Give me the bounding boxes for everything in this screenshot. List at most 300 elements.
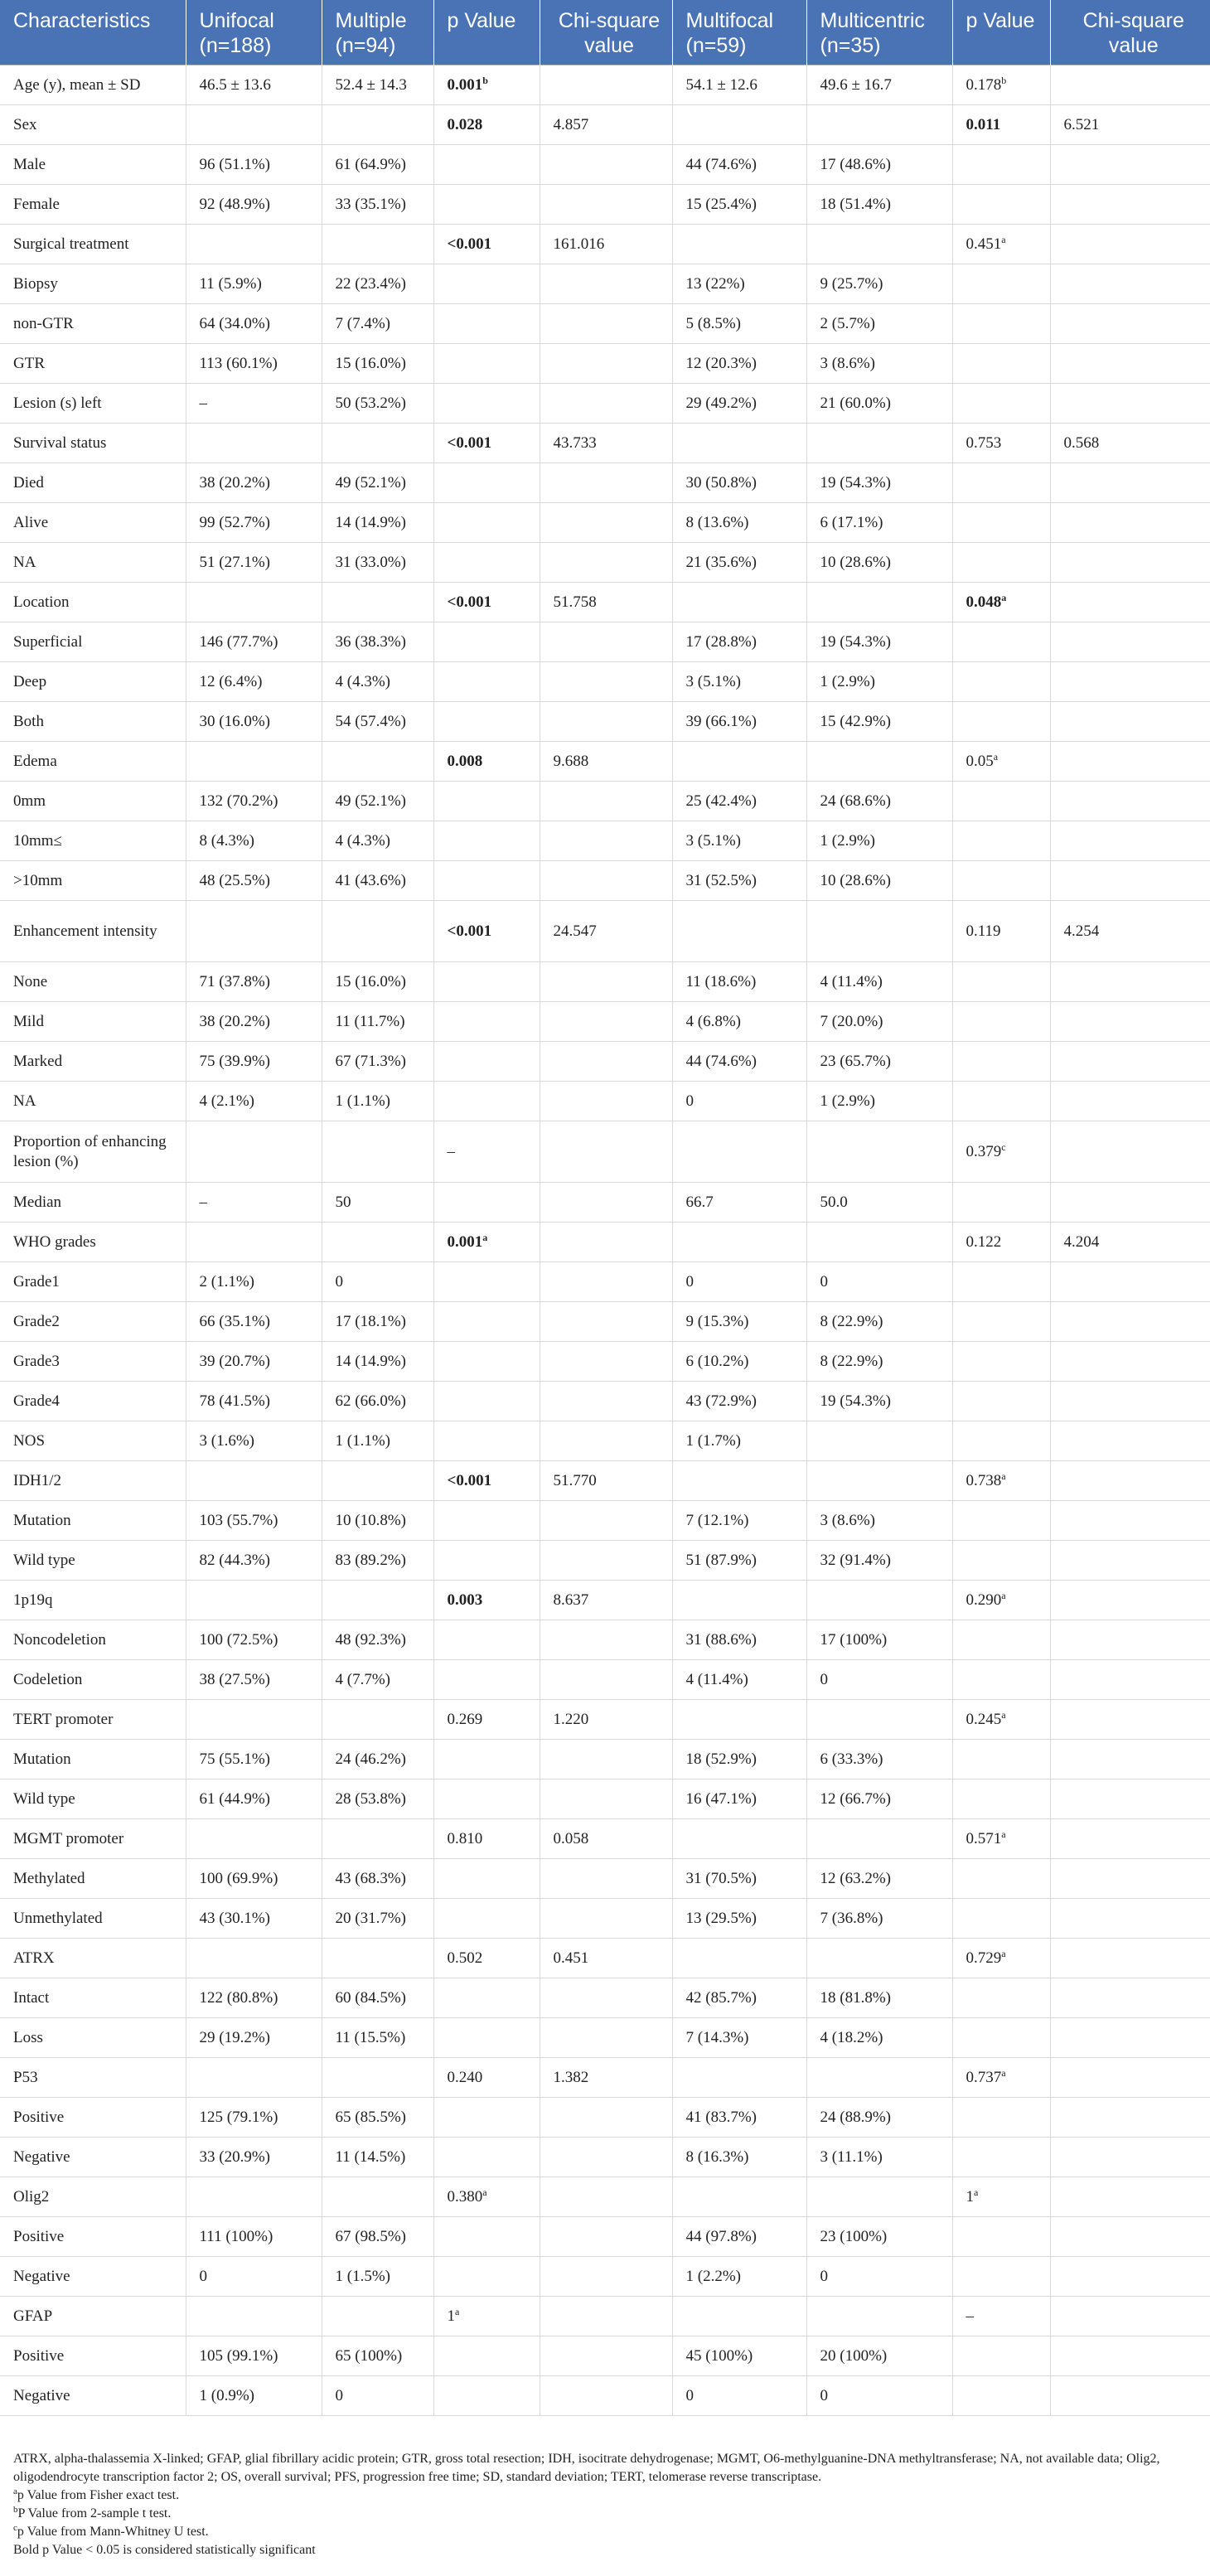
cell-multicentric (806, 861, 952, 901)
cell-text: 0.269 (447, 1710, 483, 1728)
cell-p-value-2 (952, 2138, 1050, 2177)
cell-chi-square (540, 622, 672, 662)
cell-multifocal (672, 1002, 806, 1042)
cell-multiple (322, 2098, 433, 2138)
cell-text: 22 (23.4%) (335, 274, 406, 293)
cell-characteristic (0, 145, 186, 185)
cell-text: <0.001 (447, 593, 492, 611)
cell-characteristic (0, 105, 186, 145)
cell-text: 0 (820, 2386, 828, 2404)
cell-p-value (433, 742, 540, 782)
cell-multicentric (806, 662, 952, 702)
cell-text: 43 (72.9%) (685, 1392, 757, 1410)
cell-text: 1 (1.1%) (335, 1431, 390, 1450)
cell-chi-square (540, 1501, 672, 1541)
cell-chi-square-2 (1050, 1262, 1210, 1302)
cell-text: 17 (18.1%) (335, 1312, 406, 1330)
cell-text: Grade4 (13, 1392, 60, 1410)
cell-text: 13 (29.5%) (685, 1909, 757, 1927)
cell-unifocal (186, 225, 322, 264)
cell-chi-square (540, 861, 672, 901)
cell-multiple (322, 1819, 433, 1859)
cell-unifocal (186, 1541, 322, 1581)
cell-chi-square (540, 2018, 672, 2058)
cell-chi-square-2 (1050, 2217, 1210, 2257)
cell-text: Survival status (13, 433, 107, 452)
cell-text: 4.857 (553, 115, 589, 133)
cell-p-value (433, 2018, 540, 2058)
cell-text: Median (13, 1193, 62, 1211)
cell-p-value (433, 264, 540, 304)
cell-unifocal (186, 1620, 322, 1660)
cell-p-value (433, 2138, 540, 2177)
cell-text: NA (13, 1092, 36, 1110)
cell-p-value-2 (952, 2297, 1050, 2336)
cell-text: GTR (13, 354, 45, 372)
cell-text: 0.003 (447, 1591, 483, 1609)
cell-multiple (322, 702, 433, 742)
cell-text: 1 (2.9%) (820, 672, 875, 690)
table-row (0, 702, 1210, 742)
table-row (0, 1740, 1210, 1779)
cell-text: <0.001 (447, 1471, 492, 1489)
cell-text: 67 (98.5%) (335, 2227, 406, 2245)
cell-p-value-2 (952, 1660, 1050, 1700)
cell-multiple (322, 1660, 433, 1700)
cell-chi-square (540, 2376, 672, 2416)
table-row-group (0, 1223, 1210, 1262)
cell-multifocal (672, 2257, 806, 2297)
cell-text: 49 (52.1%) (335, 473, 406, 491)
cell-chi-square-2 (1050, 1740, 1210, 1779)
cell-text: 8.637 (553, 1591, 589, 1609)
cell-text: 15 (25.4%) (685, 195, 757, 213)
cell-text: non-GTR (13, 314, 74, 332)
cell-chi-square-2 (1050, 2257, 1210, 2297)
cell-multifocal (672, 901, 806, 962)
cell-multicentric (806, 1581, 952, 1620)
table-row (0, 861, 1210, 901)
cell-multifocal (672, 264, 806, 304)
cell-p-value-2 (952, 463, 1050, 503)
footnote-marker: a (1001, 2066, 1006, 2079)
cell-text: 125 (79.1%) (199, 2108, 278, 2126)
cell-text: Loss (13, 2028, 43, 2046)
cell-p-value (433, 1819, 540, 1859)
cell-text: 7 (7.4%) (335, 314, 390, 332)
table-row (0, 2098, 1210, 2138)
cell-text: 6 (17.1%) (820, 513, 883, 531)
cell-p-value-2 (952, 861, 1050, 901)
cell-p-value (433, 1082, 540, 1121)
cell-multicentric (806, 105, 952, 145)
cell-multifocal (672, 821, 806, 861)
footnote-b (13, 2505, 1190, 2523)
cell-text: WHO grades (13, 1232, 96, 1251)
cell-multifocal (672, 1382, 806, 1421)
cell-chi-square-2 (1050, 225, 1210, 264)
cell-p-value (433, 1978, 540, 2018)
cell-text: 4 (11.4%) (685, 1670, 748, 1688)
cell-text: 0.738 (966, 1471, 1002, 1489)
cell-multiple (322, 105, 433, 145)
cell-chi-square-2 (1050, 463, 1210, 503)
cell-characteristic (0, 1899, 186, 1939)
cell-text: 10 (28.6%) (820, 871, 891, 889)
cell-p-value (433, 2257, 540, 2297)
cell-text: 44 (74.6%) (685, 1052, 757, 1070)
cell-multifocal (672, 543, 806, 583)
cell-p-value (433, 2058, 540, 2098)
cell-text: 17 (28.8%) (685, 632, 757, 651)
cell-text: Intact (13, 1988, 50, 2007)
cell-characteristic (0, 622, 186, 662)
cell-text: 92 (48.9%) (199, 195, 270, 213)
cell-chi-square (540, 384, 672, 424)
cell-p-value (433, 2336, 540, 2376)
cell-chi-square-2 (1050, 1660, 1210, 1700)
table-row (0, 782, 1210, 821)
cell-multicentric (806, 463, 952, 503)
cell-characteristic (0, 1939, 186, 1978)
cell-multifocal (672, 1342, 806, 1382)
cell-characteristic (0, 1042, 186, 1082)
header-multifocal: Multifocal (n=59) (672, 0, 806, 65)
cell-text: 41 (83.7%) (685, 2108, 757, 2126)
table-row (0, 264, 1210, 304)
cell-multifocal (672, 1042, 806, 1082)
cell-multicentric (806, 1939, 952, 1978)
cell-p-value (433, 463, 540, 503)
cell-unifocal (186, 2138, 322, 2177)
cell-text: 4.254 (1063, 922, 1100, 940)
cell-characteristic (0, 304, 186, 344)
cell-text: IDH1/2 (13, 1471, 62, 1489)
cell-text: 20 (31.7%) (335, 1909, 406, 1927)
cell-text: 6 (10.2%) (685, 1352, 749, 1370)
cell-multicentric (806, 2297, 952, 2336)
cell-p-value (433, 1581, 540, 1620)
cell-text: 19 (54.3%) (820, 1392, 891, 1410)
cell-text: 38 (20.2%) (199, 473, 270, 491)
cell-multifocal (672, 503, 806, 543)
cell-p-value-2 (952, 1740, 1050, 1779)
table-row-group (0, 1939, 1210, 1978)
cell-multiple (322, 1342, 433, 1382)
table-row (0, 1859, 1210, 1899)
cell-chi-square-2 (1050, 1042, 1210, 1082)
cell-text: 4 (6.8%) (685, 1012, 741, 1030)
cell-multicentric (806, 1740, 952, 1779)
cell-chi-square-2 (1050, 424, 1210, 463)
cell-p-value (433, 1382, 540, 1421)
cell-chi-square (540, 1899, 672, 1939)
cell-text: 4 (2.1%) (199, 1092, 254, 1110)
cell-text: 13 (22%) (685, 274, 745, 293)
cell-text: 23 (100%) (820, 2227, 888, 2245)
cell-characteristic (0, 1183, 186, 1223)
cell-multicentric (806, 1899, 952, 1939)
cell-p-value (433, 344, 540, 384)
cell-multicentric (806, 1819, 952, 1859)
cell-text: 0 (335, 1272, 343, 1290)
cell-chi-square (540, 702, 672, 742)
cell-multifocal (672, 1978, 806, 2018)
cell-text: ATRX (13, 1949, 55, 1967)
cell-chi-square (540, 543, 672, 583)
cell-chi-square (540, 2336, 672, 2376)
cell-text: 0 (335, 2386, 343, 2404)
cell-multiple (322, 1223, 433, 1262)
cell-text: 10 (10.8%) (335, 1511, 406, 1529)
cell-text: Biopsy (13, 274, 58, 293)
cell-p-value-2 (952, 962, 1050, 1002)
cell-text: 111 (100%) (199, 2227, 273, 2245)
cell-text: 9 (15.3%) (685, 1312, 749, 1330)
cell-text: 4.204 (1063, 1232, 1100, 1251)
cell-text: 52.4 ± 14.3 (335, 75, 407, 94)
cell-text: 3 (5.1%) (685, 831, 741, 850)
cell-multiple (322, 1461, 433, 1501)
cell-unifocal (186, 424, 322, 463)
table-row (0, 962, 1210, 1002)
cell-chi-square (540, 2217, 672, 2257)
cell-p-value (433, 65, 540, 105)
cell-text: 0.008 (447, 752, 483, 770)
cell-p-value (433, 1183, 540, 1223)
cell-text: Positive (13, 2108, 65, 2126)
cell-chi-square (540, 1382, 672, 1421)
cell-characteristic (0, 1700, 186, 1740)
cell-text: Age (y), mean ± SD (13, 75, 141, 94)
cell-text: 31 (52.5%) (685, 871, 757, 889)
cell-multicentric (806, 1042, 952, 1082)
cell-p-value-2 (952, 2177, 1050, 2217)
cell-text: 146 (77.7%) (199, 632, 278, 651)
cell-characteristic (0, 662, 186, 702)
cell-p-value (433, 583, 540, 622)
cell-multifocal (672, 742, 806, 782)
cell-text: 25 (42.4%) (685, 792, 757, 810)
cell-multiple (322, 1859, 433, 1899)
cell-text: Codeletion (13, 1670, 83, 1688)
cell-text: 19 (54.3%) (820, 632, 891, 651)
table-row (0, 344, 1210, 384)
cell-unifocal (186, 105, 322, 145)
cell-multifocal (672, 424, 806, 463)
cell-text: 12 (63.2%) (820, 1869, 891, 1887)
cell-text: 1 (0.9%) (199, 2386, 254, 2404)
cell-chi-square (540, 1581, 672, 1620)
cell-p-value (433, 662, 540, 702)
cell-unifocal (186, 304, 322, 344)
cell-multicentric (806, 583, 952, 622)
cell-text: 161.016 (553, 235, 605, 253)
cell-multifocal (672, 1939, 806, 1978)
header-chi-square: Chi-square value (540, 0, 672, 65)
cell-text: 0.240 (447, 2068, 483, 2086)
cell-p-value-2 (952, 1939, 1050, 1978)
cell-text: Surgical treatment (13, 235, 129, 253)
header-multicentric: Multicentric (n=35) (806, 0, 952, 65)
cell-unifocal (186, 1581, 322, 1620)
cell-multifocal (672, 1501, 806, 1541)
cell-text: 105 (99.1%) (199, 2346, 278, 2365)
cell-text: – (447, 1142, 455, 1160)
cell-chi-square-2 (1050, 2297, 1210, 2336)
cell-multiple (322, 2376, 433, 2416)
cell-text: 1 (2.9%) (820, 831, 875, 850)
cell-chi-square (540, 264, 672, 304)
cell-multiple (322, 264, 433, 304)
cell-text: 1 (2.9%) (820, 1092, 875, 1110)
cell-characteristic (0, 1501, 186, 1541)
table-row-group (0, 2058, 1210, 2098)
cell-multicentric (806, 1342, 952, 1382)
cell-multicentric (806, 1620, 952, 1660)
cell-unifocal (186, 1342, 322, 1382)
cell-multifocal (672, 1581, 806, 1620)
cell-text: 0 (199, 2267, 207, 2285)
cell-multiple (322, 2138, 433, 2177)
cell-chi-square-2 (1050, 1779, 1210, 1819)
cell-text: 18 (51.4%) (820, 195, 891, 213)
table-row (0, 1002, 1210, 1042)
cell-text: 12 (6.4%) (199, 672, 263, 690)
cell-characteristic (0, 1740, 186, 1779)
cell-multifocal (672, 1541, 806, 1581)
cell-text: 0.122 (966, 1232, 1002, 1251)
cell-multicentric (806, 901, 952, 962)
cell-chi-square (540, 1042, 672, 1082)
cell-unifocal (186, 185, 322, 225)
cell-text: 99 (52.7%) (199, 513, 270, 531)
cell-chi-square (540, 1620, 672, 1660)
footnote-marker: a (1001, 1708, 1006, 1721)
cell-p-value-2 (952, 1859, 1050, 1899)
cell-text: 24 (46.2%) (335, 1750, 406, 1768)
cell-p-value (433, 1223, 540, 1262)
cell-characteristic (0, 384, 186, 424)
cell-chi-square (540, 1121, 672, 1183)
table-row (0, 543, 1210, 583)
cell-p-value-2 (952, 424, 1050, 463)
cell-multifocal (672, 2336, 806, 2376)
cell-unifocal (186, 264, 322, 304)
cell-characteristic (0, 1859, 186, 1899)
cell-text: 24.547 (553, 922, 597, 940)
cell-p-value-2 (952, 503, 1050, 543)
cell-text: 43 (30.1%) (199, 1909, 270, 1927)
cell-characteristic (0, 1660, 186, 1700)
footnote-marker: a (1001, 1947, 1006, 1959)
cell-p-value (433, 1620, 540, 1660)
cell-text: 9.688 (553, 752, 589, 770)
footnote-marker: a (455, 2305, 460, 2317)
footnote-a (13, 2486, 1190, 2505)
cell-multicentric (806, 2177, 952, 2217)
table-row (0, 1978, 1210, 2018)
cell-p-value (433, 1541, 540, 1581)
cell-text: 43 (68.3%) (335, 1869, 406, 1887)
cell-multiple (322, 185, 433, 225)
cell-text: 0.379 (966, 1142, 1002, 1160)
cell-text: 1p19q (13, 1591, 53, 1609)
cell-text: NA (13, 553, 36, 571)
cell-text: 66.7 (685, 1193, 714, 1211)
cell-chi-square (540, 304, 672, 344)
cell-unifocal (186, 2336, 322, 2376)
cell-text: 96 (51.1%) (199, 155, 270, 173)
cell-text: 18 (52.9%) (685, 1750, 757, 1768)
cell-multiple (322, 543, 433, 583)
cell-multicentric (806, 1700, 952, 1740)
footnote-c-text: p Value from Mann-Whitney U test. (17, 2525, 209, 2539)
cell-multifocal (672, 962, 806, 1002)
footnote-marker: a (1001, 1470, 1006, 1482)
cell-text: Noncodeletion (13, 1630, 106, 1649)
cell-chi-square-2 (1050, 742, 1210, 782)
cell-multicentric (806, 2376, 952, 2416)
cell-p-value (433, 1342, 540, 1382)
cell-text: 41 (43.6%) (335, 871, 406, 889)
cell-text: 0.502 (447, 1949, 483, 1967)
cell-unifocal (186, 583, 322, 622)
cell-chi-square-2 (1050, 1121, 1210, 1183)
cell-text: 0.568 (1063, 433, 1100, 452)
cell-text: 15 (16.0%) (335, 972, 406, 990)
cell-multiple (322, 622, 433, 662)
cell-p-value (433, 821, 540, 861)
cell-chi-square-2 (1050, 622, 1210, 662)
cell-characteristic (0, 65, 186, 105)
cell-p-value (433, 702, 540, 742)
cell-p-value-2 (952, 1082, 1050, 1121)
cell-text: Olig2 (13, 2187, 50, 2206)
cell-unifocal (186, 782, 322, 821)
cell-chi-square (540, 1183, 672, 1223)
cell-chi-square-2 (1050, 1978, 1210, 2018)
cell-p-value (433, 1779, 540, 1819)
cell-multiple (322, 2177, 433, 2217)
cell-chi-square (540, 1461, 672, 1501)
cell-multiple (322, 1779, 433, 1819)
cell-multicentric (806, 702, 952, 742)
cell-characteristic (0, 463, 186, 503)
cell-unifocal (186, 1978, 322, 2018)
cell-unifocal (186, 1082, 322, 1121)
cell-chi-square-2 (1050, 1302, 1210, 1342)
cell-multifocal (672, 2138, 806, 2177)
cell-p-value-2 (952, 1899, 1050, 1939)
cell-text: 1 (1.1%) (335, 1092, 390, 1110)
cell-multicentric (806, 1002, 952, 1042)
table-row (0, 463, 1210, 503)
cell-characteristic (0, 1541, 186, 1581)
cell-text: 61 (44.9%) (199, 1789, 270, 1808)
cell-multifocal (672, 304, 806, 344)
cell-chi-square (540, 1779, 672, 1819)
cell-text: 66 (35.1%) (199, 1312, 270, 1330)
cell-multicentric (806, 1541, 952, 1581)
table-row (0, 2257, 1210, 2297)
cell-text: 33 (20.9%) (199, 2147, 270, 2166)
cell-text: 31 (88.6%) (685, 1630, 757, 1649)
cell-chi-square-2 (1050, 1620, 1210, 1660)
cell-unifocal (186, 1700, 322, 1740)
cell-multifocal (672, 1819, 806, 1859)
cell-multiple (322, 1042, 433, 1082)
